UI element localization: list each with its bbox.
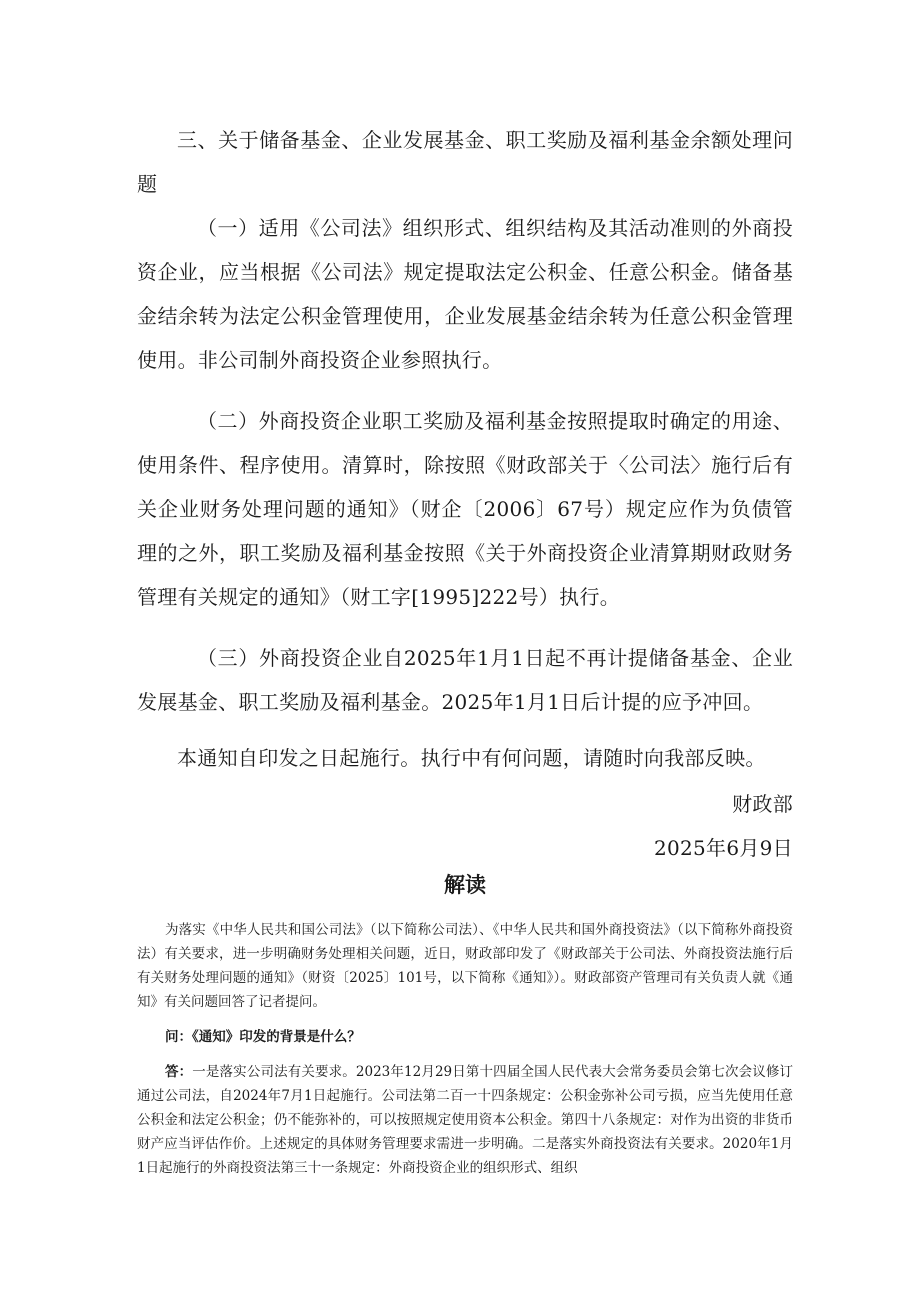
answer-label: 答： bbox=[165, 1064, 193, 1080]
question-1: 问：《通知》印发的背景是什么？ bbox=[165, 1029, 361, 1045]
closing-paragraph: 本通知自印发之日起施行。执行中有何问题，请随时向我部反映。 bbox=[177, 746, 766, 770]
issue-date: 2025年6月9日 bbox=[653, 836, 793, 860]
interpretation-intro: 为落实《中华人民共和国公司法》（以下简称公司法）、《中华人民共和国外商投资法》（以下简称外商投资法）有关要求，进一步明确财务处理相关问题，近日，财政部印发了《财政部关于公司法、外商投资法施行后有关财务处理问题的通知》（财资〔2025〕101号，以下简称《通知》）。财政部资产管理司有关负责人就《通知》有关问题回答了记者提问。 bbox=[137, 922, 793, 1010]
answer-1 bbox=[137, 1060, 793, 1180]
paragraph-item-1: （一）适用《公司法》组织形式、组织结构及其活动准则的外商投资企业，应当根据《公司法》规定提取法定公积金、任意公积金。储备基金结余转为法定公积金管理使用，企业发展基金结余转为任意公积金管理使用。非公司制外商投资企业参照执行。 bbox=[137, 216, 793, 372]
answer-text: 一是落实公司法有关要求。2023年12月29日第十四届全国人民代表大会常务委员会第七次会议修订通过公司法，自2024年7月1日起施行。公司法第二百一十四条规定：公积金弥补公司亏损，应当先使用任意公积金和法定公积金；仍不能弥补的，可以按照规定使用资本公积金。第四十八条规定：对作为出资的非货币财产应当评估作价。上述规定的具体财务管理要求需进一步明确。二是落实外商投资法有关要求。2020年1月1日起施行的外商投资法第三十一条规定：外商投资企业的组织形式、组织 bbox=[137, 1064, 794, 1176]
paragraph-item-3: （三）外商投资企业自2025年1月1日起不再计提储备基金、企业发展基金、职工奖励及福利基金。2025年1月1日后计提的应予冲回。 bbox=[137, 646, 793, 714]
section-heading: 三、关于储备基金、企业发展基金、职工奖励及福利基金余额处理问题 bbox=[137, 128, 793, 196]
issuer-name: 财政部 bbox=[732, 792, 793, 816]
paragraph-item-2: （二）外商投资企业职工奖励及福利基金按照提取时确定的用途、使用条件、程序使用。清算时，除按照《财政部关于〈公司法〉施行后有关企业财务处理问题的通知》（财企〔2006〕67号）规定应作为负债管理的之外，职工奖励及福利基金按照《关于外商投资企业清算期财政财务管理有关规定的通知》（财工字[1995]222号）执行。 bbox=[137, 409, 793, 609]
interpretation-title: 解读 bbox=[444, 873, 486, 897]
